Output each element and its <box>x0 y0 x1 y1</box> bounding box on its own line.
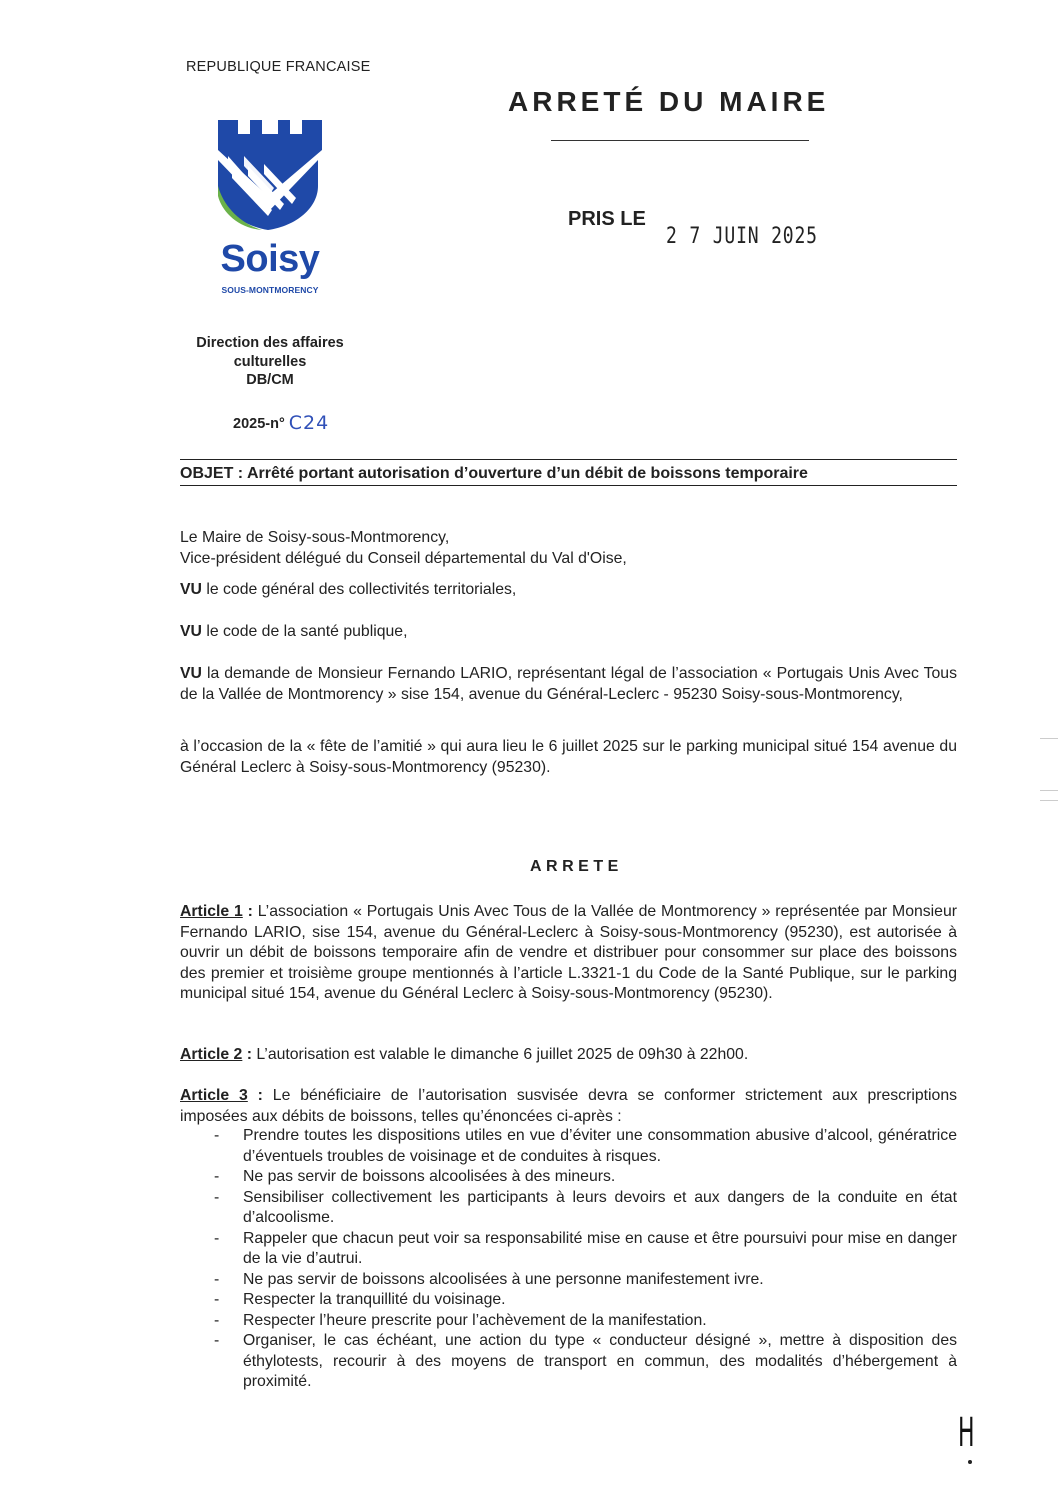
document-title: ARRETÉ DU MAIRE <box>508 86 830 117</box>
scan-edge-mark <box>1040 790 1058 791</box>
list-item <box>180 1290 957 1311</box>
vu-paragraph-1 <box>180 580 957 601</box>
list-dash: - <box>214 1291 220 1308</box>
arrete-number-prefix: 2025-n° <box>233 416 285 432</box>
article-3 <box>180 1086 957 1127</box>
article-text: L’association « Portugais Unis Avec Tous de la Vallée de Montmorency » représentée par Monsieur Fernando LARIO, sise 154, avenue du Général-Leclerc à Soisy-sous-Montmorency (95230), est autorisée à ouvrir un débit de boissons temporaire afin de vendre et distribuer pour consommer sur place des boissons des premier et troisième groupe mentionnés à l’article L.3321-1 du Code de la Santé Publique, sur le parking municipal situé 154, avenue du Général Leclerc à Soisy-sous-Montmorency (95230). <box>180 903 957 1002</box>
vu-text: le code de la santé publique, <box>201 623 408 640</box>
service-direction <box>170 334 370 390</box>
republique-francaise: REPUBLIQUE FRANCAISE <box>186 59 371 75</box>
list-dash: - <box>214 1332 220 1349</box>
vu-text: le code général des collectivités territoriales, <box>201 581 517 598</box>
article-text: L’autorisation est valable le dimanche 6 juillet 2025 de 09h30 à 22h00. <box>256 1046 749 1063</box>
date-stamp: 2 7 JUIN 2025 <box>666 224 818 249</box>
vu-label: VU <box>180 623 202 640</box>
list-dash: - <box>214 1270 220 1288</box>
vu-label: VU <box>180 665 202 682</box>
tower-crest-icon <box>214 116 326 234</box>
article-label: Article 1 <box>180 903 243 920</box>
ink-dot <box>968 1460 972 1464</box>
list-item-text: Prendre toutes les dispositions utiles en vue d’éviter une consommation abusive d’alcool, génératrice d’éventuels troubles de voisinage et de conduites à risques. <box>243 1127 957 1165</box>
service-line: culturelles <box>233 353 307 370</box>
logo-name: Soisy <box>220 238 320 280</box>
prescriptions-list <box>180 1126 957 1393</box>
vu-paragraph-3 <box>180 664 957 705</box>
list-dash: - <box>214 1168 220 1185</box>
article-label: Article 3 <box>180 1087 248 1104</box>
list-item <box>180 1270 957 1291</box>
list-dash: - <box>214 1311 220 1329</box>
objet-line: OBJET : Arrêté portant autorisation d’ouverture d’un débit de boissons temporaire <box>180 465 808 482</box>
article-separator: : <box>242 1046 257 1063</box>
arrete-heading: ARRETE <box>530 858 623 875</box>
scan-edge-mark <box>1040 800 1058 801</box>
handwritten-initial: H <box>958 1410 975 1456</box>
pris-le-label: PRIS LE <box>568 208 646 230</box>
preamble-vice-president: Vice-président délégué du Conseil départemental du Val d'Oise, <box>180 550 627 567</box>
list-dash: - <box>214 1229 220 1247</box>
preamble-maire: Le Maire de Soisy-sous-Montmorency, <box>180 529 450 546</box>
vu-label: VU <box>180 581 202 598</box>
list-item-text: Ne pas servir de boissons alcoolisées à une personne manifestement ivre. <box>243 1270 764 1288</box>
list-item <box>180 1188 957 1229</box>
article-1 <box>180 902 957 1005</box>
list-item-text: Respecter la tranquillité du voisinage. <box>243 1291 506 1308</box>
list-item-text: Sensibiliser collectivement les participants à leurs devoirs et aux dangers de la conduite en état d’alcoolisme. <box>243 1188 957 1226</box>
article-text: Le bénéficiaire de l’autorisation susvisée devra se conformer strictement aux prescriptions imposées aux débits de boissons, telles qu’énoncées ci-après : <box>180 1087 958 1125</box>
list-item <box>180 1331 957 1393</box>
list-item <box>180 1126 957 1167</box>
vu-text: la demande de Monsieur Fernando LARIO, représentant légal de l’association « Portugais Unis Avec Tous de la Vallée de Montmorency » sise 154, avenue du Général-Leclerc - 95230 Soisy-sous-Montmorency, <box>180 665 957 703</box>
list-item <box>180 1229 957 1270</box>
list-dash: - <box>214 1127 220 1144</box>
list-item <box>180 1167 957 1188</box>
article-label: Article 2 <box>180 1046 243 1063</box>
service-line: Direction des affaires <box>196 335 344 351</box>
article-separator: : <box>242 903 258 920</box>
objet-rule-bottom <box>180 485 957 486</box>
article-separator: : <box>247 1087 273 1104</box>
article-2 <box>180 1045 957 1066</box>
list-item-text: Rappeler que chacun peut voir sa responsabilité mise en cause et être poursuivi pour mise en danger de la vie d’autrui. <box>243 1229 957 1267</box>
service-code: DB/CM <box>246 372 294 388</box>
list-item-text: Respecter l’heure prescrite pour l’achèvement de la manifestation. <box>243 1311 707 1329</box>
list-item-text: Ne pas servir de boissons alcoolisées à des mineurs. <box>243 1168 616 1185</box>
list-dash: - <box>214 1188 220 1206</box>
logo-subtitle: SOUS-MONTMORENCY <box>221 285 319 295</box>
objet-rule-top <box>180 459 957 460</box>
handwritten-number: C24 <box>288 412 330 434</box>
occasion-paragraph: à l’occasion de la « fête de l’amitié » qui aura lieu le 6 juillet 2025 sur le parking municipal situé 154 avenue du Général Leclerc à Soisy-sous-Montmorency (95230). <box>180 738 957 776</box>
vu-paragraph-2 <box>180 622 957 643</box>
scan-edge-mark <box>1040 738 1058 739</box>
arrete-number <box>233 411 329 433</box>
list-item-text: Organiser, le cas échéant, une action du type « conducteur désigné », mettre à disposition des éthylotests, recourir à des moyens de transport en commun, des modalités d’hébergement à proximité. <box>243 1332 957 1390</box>
soisy-logo <box>214 116 334 295</box>
list-item <box>180 1311 957 1332</box>
title-underline <box>551 140 809 141</box>
